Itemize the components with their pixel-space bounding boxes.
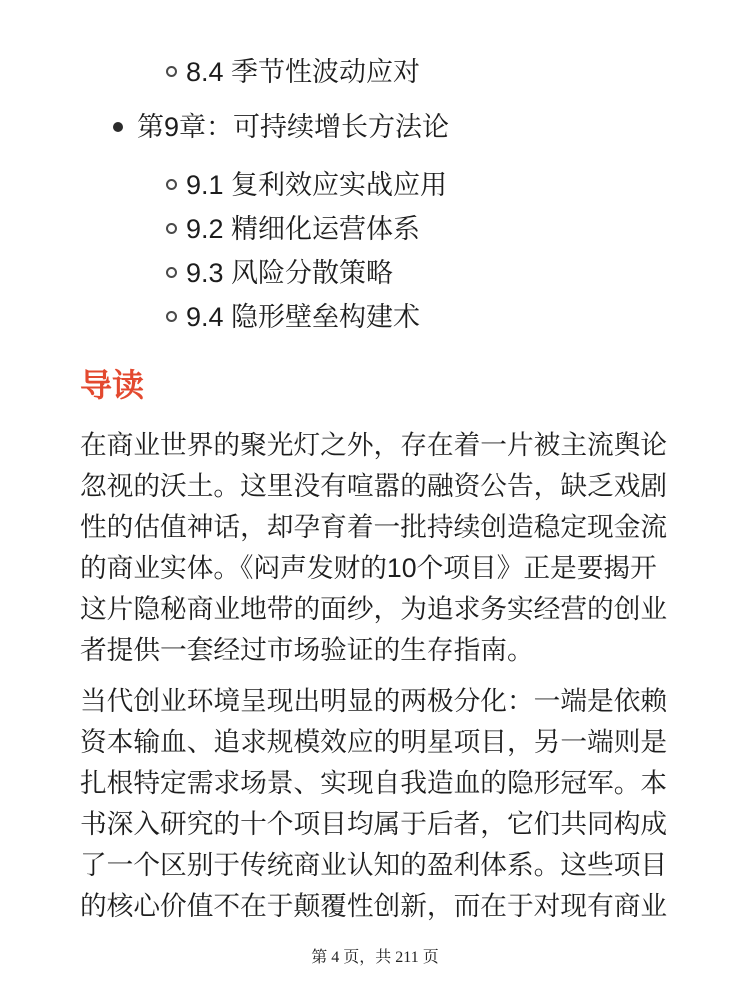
toc-item-chapter-9 bbox=[80, 105, 670, 149]
toc-item-label: 9.1 复利效应实战应用 bbox=[186, 170, 448, 200]
toc-item-9-4 bbox=[80, 295, 670, 339]
circle-bullet-icon bbox=[166, 311, 177, 322]
toc-chapter-label: 第9章：可持续增长方法论 bbox=[137, 112, 450, 142]
toc-item-label: 9.2 精细化运营体系 bbox=[186, 214, 421, 244]
toc-item-label: 9.3 风险分散策略 bbox=[186, 258, 394, 288]
toc-item-9-3 bbox=[80, 251, 670, 295]
table-of-contents bbox=[80, 0, 670, 339]
toc-item-8-4 bbox=[80, 50, 670, 94]
circle-bullet-icon bbox=[166, 223, 177, 234]
section-heading: 导读 bbox=[80, 367, 145, 403]
toc-item-9-2 bbox=[80, 207, 670, 251]
intro-paragraph-2: 当代创业环境呈现出明显的两极分化：一端是依赖资本输血、追求规模效应的明星项目，另一端则是扎根特定需求场景、实现自我造血的隐形冠军。本书深入研究的十个项目均属于后者，它们共同构成了一个区别于传统商业认知的盈利体系。这些项目的核心价值不在于颠覆性创新，而在于对现有商业 bbox=[80, 686, 668, 921]
toc-item-label: 9.4 隐形壁垒构建术 bbox=[186, 302, 421, 332]
intro-paragraph-1: 在商业世界的聚光灯之外，存在着一片被主流舆论忽视的沃土。这里没有喧嚣的融资公告，缺乏戏剧性的估值神话，却孕育着一批持续创造稳定现金流的商业实体。《闷声发财的10个项目》正是要揭开这片隐秘商业地带的面纱，为追求务实经营的创业者提供一套经过市场验证的生存指南。 bbox=[80, 430, 668, 665]
circle-bullet-icon bbox=[166, 179, 177, 190]
circle-bullet-icon bbox=[166, 267, 177, 278]
page-footer: 第 4 页，共 211 页 bbox=[311, 949, 439, 966]
disc-bullet-icon bbox=[113, 122, 123, 132]
toc-item-label: 8.4 季节性波动应对 bbox=[186, 57, 421, 87]
circle-bullet-icon bbox=[166, 66, 177, 77]
toc-item-9-1 bbox=[80, 163, 670, 207]
